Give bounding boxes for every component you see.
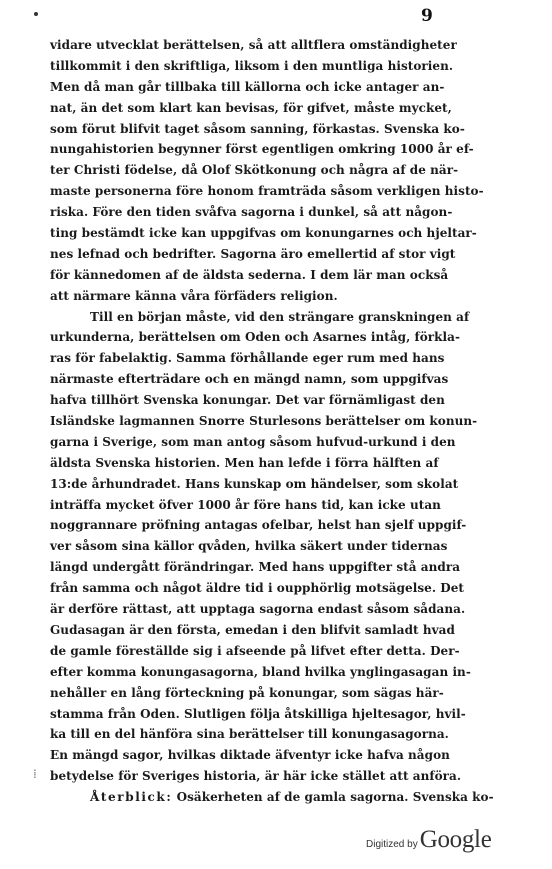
text-line: Gudasagan är den första, emedan i den blifvit samladt hvad bbox=[50, 622, 455, 637]
text-line: nes lefnad och bedrifter. Sagorna äro emellertid af stor vigt bbox=[50, 246, 456, 261]
text-line: nehåller en lång förteckning på konungar, som sägas här- bbox=[50, 685, 444, 700]
text-line: urkunderna, berättelsen om Oden och Asarnes intåg, förkla- bbox=[50, 330, 461, 345]
text-line: stamma från Oden. Slutligen följa åtskilliga hjeltesagor, hvil- bbox=[50, 706, 466, 721]
recap-line bbox=[50, 787, 494, 808]
text-line: nungahistorien begynner först egentligen omkring 1000 år ef- bbox=[50, 142, 474, 157]
text-line: för kännedomen af de äldsta sederna. I dem lär man också bbox=[50, 267, 449, 282]
text-line: de gamle föreställde sig i afseende på lifvet efter detta. Der- bbox=[50, 643, 460, 658]
text-line: En mängd sagor, hvilkas diktade äfventyr icke hafva någon bbox=[50, 748, 450, 763]
text-line: från samma och något äldre tid i oupphörlig motsägelse. Det bbox=[50, 581, 465, 596]
text-line: riska. Före den tiden svåfva sagorna i dunkel, så att någon- bbox=[50, 205, 453, 220]
digitized-by-google-watermark bbox=[366, 826, 492, 854]
text-line: 13:de århundradet. Hans kunskap om händelser, som skolat bbox=[50, 476, 459, 491]
recap-text: Osäkerheten af de gamla sagorna. Svenska ko- bbox=[176, 790, 494, 805]
text-line: nat, än det som klart kan bevisas, för gifvet, måste mycket, bbox=[50, 100, 452, 115]
text-line: är derföre rättast, att upptaga sagorna endast såsom sådana. bbox=[50, 602, 466, 617]
text-line: efter komma konungasagorna, bland hvilka ynglingasagan in- bbox=[50, 664, 471, 679]
text-line: garna i Sverige, som man antog såsom hufvud-urkund i den bbox=[50, 434, 456, 449]
text-line: hafva tillhört Svenska konungar. Det var förnämligast den bbox=[50, 393, 445, 408]
text-line: längd undergått förändringar. Med hans uppgifter stå andra bbox=[50, 560, 461, 575]
text-line: ka till en del hänföra sina berättelser till konungasagorna. bbox=[50, 727, 449, 742]
text-line: Isländske lagmannen Snorre Sturlesons berättelser om konun- bbox=[50, 414, 478, 429]
text-line: ver såsom sina källor qvåden, hvilka säkert under tidernas bbox=[50, 539, 448, 554]
text-line: som förut blifvit taget såsom sanning, förkastas. Svenska ko- bbox=[50, 121, 465, 136]
text-line: vidare utvecklat berättelsen, så att alltflera omständigheter bbox=[50, 38, 457, 52]
text-line: tillkommit i den skriftliga, liksom i den muntliga historien. bbox=[50, 58, 454, 73]
margin-bracket-mark: ⁞ bbox=[33, 767, 37, 781]
text-line: inträffa mycket öfver 1000 år före hans tid, kan icke utan bbox=[50, 497, 441, 512]
text-line: ter Christi födelse, då Olof Skötkonung och några af de när- bbox=[50, 163, 459, 178]
text-line: Men då man går tillbaka till källorna och icke antager an- bbox=[50, 79, 445, 94]
body-text bbox=[50, 35, 494, 808]
recap-label: Återblick: bbox=[90, 790, 173, 805]
text-line: att närmare känna våra förfäders religion. bbox=[50, 288, 338, 303]
digitized-by-text: Digitized by bbox=[366, 839, 418, 850]
text-line: närmaste efterträdare och en mängd namn, som uppgifvas bbox=[50, 372, 449, 387]
text-line: ting bestämdt icke kan uppgifvas om konungarnes och hjeltar- bbox=[50, 226, 477, 241]
page-number: 9 bbox=[421, 6, 433, 26]
text-line: maste personerna före honom framträda såsom verkligen histo- bbox=[50, 184, 484, 199]
google-logo: Google bbox=[419, 826, 492, 853]
paragraph-start-line: Till en början måste, vid den strängare granskningen af bbox=[90, 309, 470, 324]
corner-dot-mark bbox=[34, 12, 38, 16]
text-line: betydelse för Sveriges historia, är här icke stället att anföra. bbox=[50, 769, 462, 784]
text-line: äldsta Svenska historien. Men han lefde i förra hälften af bbox=[50, 455, 439, 470]
text-line: ras för fabelaktig. Samma förhållande eger rum med hans bbox=[50, 351, 445, 366]
text-line: noggrannare pröfning antagas ofelbar, helst han sjelf uppgif- bbox=[50, 518, 467, 533]
